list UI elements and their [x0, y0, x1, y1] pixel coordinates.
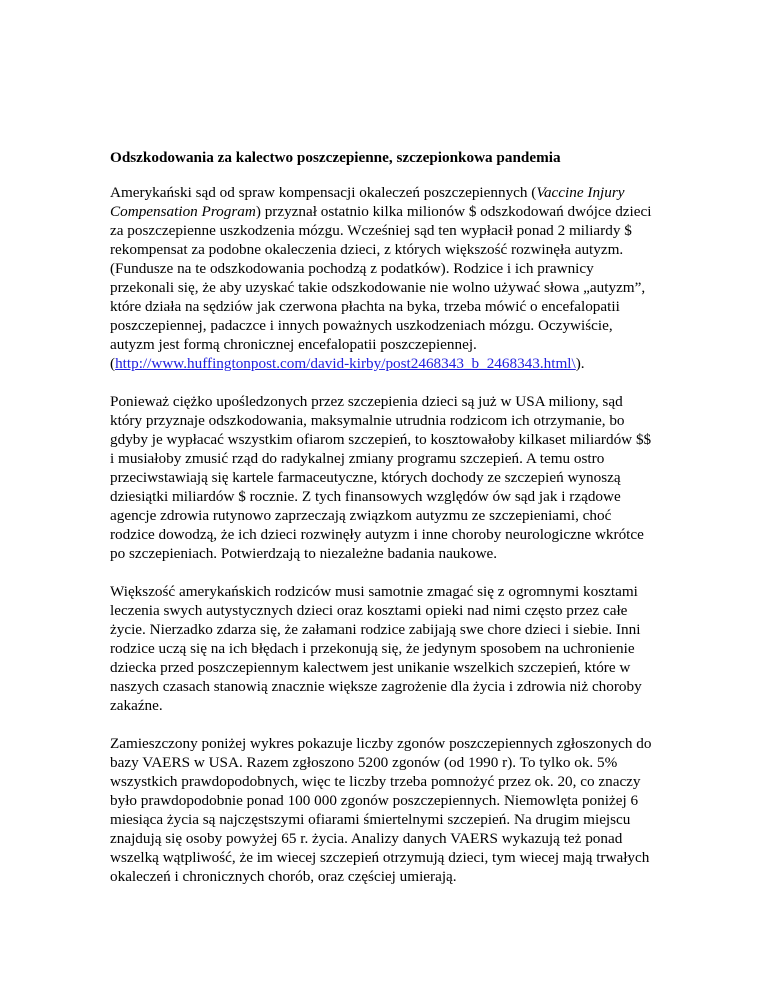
paragraph-2 — [110, 392, 690, 563]
program-name-italic: Vaccine Injury — [536, 184, 625, 201]
text-run: Amerykański sąd od spraw kompensacji okaleczeń poszczepiennych ( — [110, 184, 537, 201]
paragraph-4-line: znajdują się osoby powyżej 65 r. życia. Analizy danych VAERS wykazują też ponad — [110, 830, 623, 847]
paragraph-2-line: gdyby je wypłacać wszystkim ofiarom szczepień, to kosztowałoby kilkaset miliardów $$ — [110, 431, 652, 448]
paragraph-2-line: Ponieważ ciężko upośledzonych przez szczepienia dzieci są już w USA miliony, sąd — [110, 393, 623, 410]
paragraph-4 — [110, 734, 690, 886]
paragraph-4-line: było prawdopodobnie ponad 100 000 zgonów poszczepiennych. Niemowlęta poniżej 6 — [110, 792, 639, 809]
paragraph-1-line — [110, 202, 690, 221]
paragraph-1-line: (Fundusze na te odszkodowania pochodzą z podatków). Rodzice i ich prawnicy — [110, 260, 594, 277]
text-run: ) przyznał ostatnio kilka milionów $ odszkodowań dwójce dzieci — [255, 203, 652, 220]
paragraph-1-line: przekonali się, że aby uzyskać takie odszkodowanie nie wolno używać słowa „autyzm”, — [110, 279, 646, 296]
paragraph-1-line: rekompensat za podobne okaleczenia dzieci, z których większość rozwinęła autyzm. — [110, 241, 624, 258]
paragraph-4-line: miesiąca życia są najczęstszymi ofiarami śmiertelnymi szczepień. Na drugim miejscu — [110, 811, 631, 828]
paragraph-4-line: okaleczeń i chronicznych chorób, oraz częściej umierają. — [110, 868, 457, 885]
source-link[interactable]: http://www.huffingtonpost.com/david-kirby/post2468343_b_2468343.html\ — [115, 355, 576, 372]
paragraph-1-line — [110, 183, 690, 202]
paragraph-1-line — [110, 354, 690, 373]
paragraph-1-line: za poszczepienne uszkodzenia mózgu. Wcześniej sąd ten wypłacił ponad 2 miliardy $ — [110, 222, 632, 239]
paragraph-3 — [110, 582, 690, 715]
paragraph-3-line: dziecka przed poszczepiennym kalectwem jest unikanie wszelkich szczepień, które w — [110, 659, 631, 676]
paragraph-1 — [110, 183, 690, 373]
paragraph-2-line: i musiałoby zmusić rząd do radykalnej zmiany programu szczepień. A temu ostro — [110, 450, 605, 467]
paragraph-2-line: agencje zdrowia rutynowo zaprzeczają związkom autyzmu ze szczepieniami, choć — [110, 507, 612, 524]
paragraph-3-line: zakaźne. — [110, 697, 163, 714]
paragraph-4-line: wszelką wątpliwość, że im wiecej szczepień otrzymują dzieci, tym wiecej mają trwałych — [110, 849, 650, 866]
paragraph-2-line: dziesiątki miliardów $ rocznie. Z tych finansowych względów ów sąd jak i rządowe — [110, 488, 621, 505]
paragraph-2-line: który przyznaje odszkodowania, maksymalnie utrudnia rodzicom ich otrzymanie, bo — [110, 412, 625, 429]
paragraph-1-line: które działa na sędziów jak czerwona płachta na byka, trzeba mówić o encefalopatii — [110, 298, 620, 315]
paragraph-3-line: Większość amerykańskich rodziców musi samotnie zmagać się z ogromnymi kosztami — [110, 583, 638, 600]
paragraph-2-line: po szczepieniach. Potwierdzają to niezależne badania naukowe. — [110, 545, 498, 562]
paragraph-1-line: poszczepiennej, padaczce i innych poważnych uszkodzeniach mózgu. Oczywiście, — [110, 317, 613, 334]
paragraph-3-line: naszych czasach stanowią znacznie większe zagrożenie dla życia i zdrowia niż choroby — [110, 678, 642, 695]
paren-close: ). — [575, 355, 585, 372]
paragraph-2-line: rodzice dowodzą, że ich dzieci rozwinęły autyzm i inne choroby neurologiczne wkrótce — [110, 526, 644, 543]
paragraph-4-line: Zamieszczony poniżej wykres pokazuje liczby zgonów poszczepiennych zgłoszonych do — [110, 735, 652, 752]
paragraph-1-line: autyzm jest formą chronicznej encefalopatii poszczepiennej. — [110, 336, 477, 353]
paragraph-3-line: rodzice uczą się na ich błędach i przekonują się, że jedynym sposobem na uchronienie — [110, 640, 635, 657]
document-page — [110, 148, 690, 905]
document-title: Odszkodowania za kalectwo poszczepienne, szczepionkowa pandemia — [110, 149, 561, 166]
paragraph-3-line: życie. Nierzadko zdarza się, że załamani rodzice zabijają swe chore dzieci i siebie. Inni — [110, 621, 641, 638]
program-name-italic: Compensation Program — [110, 203, 256, 220]
paragraph-4-line: bazy VAERS w USA. Razem zgłoszono 5200 zgonów (od 1990 r). To tylko ok. 5% — [110, 754, 618, 771]
paragraph-4-line: wszystkich prawdopodobnych, więc te liczby trzeba pomnożyć przez ok. 20, co znaczy — [110, 773, 641, 790]
paren-open: ( — [110, 355, 116, 372]
paragraph-3-line: leczenia swych autystycznych dzieci oraz kosztami opieki nad nimi często przez całe — [110, 602, 628, 619]
paragraph-2-line: przeciwstawiają się kartele farmaceutyczne, których dochody ze szczepień wynoszą — [110, 469, 621, 486]
